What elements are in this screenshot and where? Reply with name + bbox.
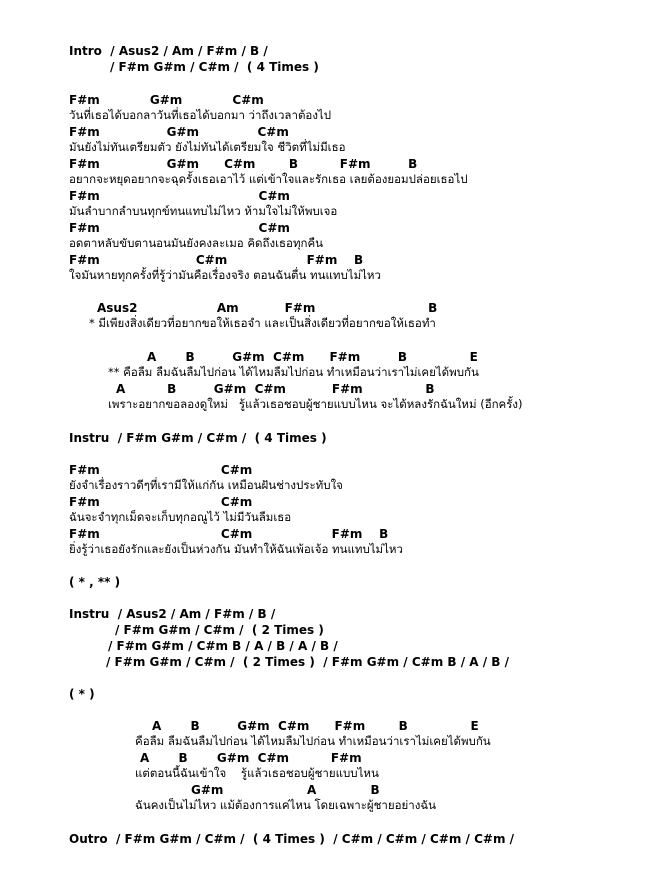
chord-line: F#m G#m C#m (69, 93, 264, 107)
intro-line: Intro / Asus2 / Am / F#m / B / (69, 44, 268, 58)
repeat-marker: ( * , ** ) (69, 575, 121, 589)
lyric-line: มันยังไม่ทันเตรียมตัว ยังไม่ทันได้เตรียมใจ ชีวิตที่ไม่มีเธอ (69, 140, 346, 154)
chord-line: F#m C#m (69, 189, 290, 203)
instru-line: / F#m G#m / C#m B / A / B / A / B / (108, 639, 338, 653)
chord-line: F#m G#m C#m (69, 125, 289, 139)
chord-line: F#m C#m F#m B (69, 527, 389, 541)
chorus-chord-line: Asus2 Am F#m B (97, 301, 438, 315)
chorus-chord-line: A B G#m C#m F#m (140, 751, 362, 765)
lyric-line: ยังจำเรื่องราวดีๆที่เรามีให้แก่กัน เหมือนฝันช่างประทับใจ (69, 478, 343, 492)
chord-line: F#m C#m F#m B (69, 253, 364, 267)
chord-line: F#m C#m (69, 463, 253, 477)
intro-line-2: / F#m G#m / C#m / ( 4 Times ) (110, 60, 319, 74)
instru-line: Instru / F#m G#m / C#m / ( 4 Times ) (69, 431, 327, 445)
lyric-line: ยิ่งรู้ว่าเธอยังรักและยังเป็นห่วงกัน มันทำให้ฉันเพ้อเจ้อ ทนแทบไม่ไหว (69, 542, 403, 556)
instru-line: Instru / Asus2 / Am / F#m / B / (69, 607, 276, 621)
instru-line: / F#m G#m / C#m / ( 2 Times ) (115, 623, 324, 637)
instru-line: / F#m G#m / C#m / ( 2 Times ) / F#m G#m / C#m B / A / B / (106, 655, 510, 669)
chorus-chord-line: G#m A B (191, 783, 380, 797)
lyric-line: อยากจะหยุดอยากจะฉุดรั้งเธอเอาไว้ แต่เข้าใจและรักเธอ เลยต้องยอมปล่อยเธอไป (69, 172, 468, 186)
lyric-line: วันที่เธอได้บอกลาวันที่เธอได้บอกมา ว่าถึงเวลาต้องไป (69, 108, 332, 122)
chorus-lyric-line: ฉันคงเป็นไม่ไหว แม้ต้องการแค่ไหน โดยเฉพาะผู้ชายอย่างฉัน (135, 798, 437, 812)
chorus-lyric-line: คือลืม ลืมฉันลืมไปก่อน ได้ไหมลืมไปก่อน ทำเหมือนว่าเราไม่เคยได้พบกัน (135, 734, 491, 748)
chorus-lyric-line: เพราะอยากขอลองดูใหม่ รู้แล้วเธอชอบผู้ชายแบบไหน จะได้หลงรักฉันใหม่ (อีกครั้ง) (108, 397, 523, 411)
lyric-line: ใจมันหายทุกครั้งที่รู้ว่ามันคือเรื่องจริง ตอนฉันตื่น ทนแทบไม่ไหว (69, 268, 381, 282)
lyric-line: มันลำบากลำบนทุกข์ทนแทบไม่ไหว ห้ามใจไม่ให้พบเจอ (69, 204, 338, 218)
chorus-lyric-line: * มีเพียงสิ่งเดียวที่อยากขอให้เธอจำ และเป็นสิ่งเดียวที่อยากขอให้เธอทำ (89, 316, 436, 330)
chorus-chord-line: A B G#m C#m F#m B (116, 382, 435, 396)
chorus-chord-line: A B G#m C#m F#m B E (147, 350, 478, 364)
chorus-lyric-line: แต่ตอนนี้ฉันเข้าใจ รู้แล้วเธอชอบผู้ชายแบบไหน (135, 766, 379, 780)
chorus-lyric-line: ** คือลืม ลืมฉันลืมไปก่อน ได้ไหมลืมไปก่อน ทำเหมือนว่าเราไม่เคยได้พบกัน (108, 365, 479, 379)
chord-line: F#m C#m (69, 221, 290, 235)
lyric-line: อดตาหลับขับตานอนมันยังคงละเมอ คิดถึงเธอทุกคืน (69, 236, 324, 250)
chord-line: F#m C#m (69, 495, 253, 509)
chorus-chord-line: A B G#m C#m F#m B E (152, 719, 479, 733)
repeat-marker: ( * ) (69, 687, 95, 701)
outro-line: Outro / F#m G#m / C#m / ( 4 Times ) / C#m / C#m / C#m / C#m / (69, 832, 515, 846)
lyric-line: ฉันจะจำทุกเม็ดจะเก็บทุกอณูไว้ ไม่มีวันลืมเธอ (69, 510, 292, 524)
chord-line: F#m G#m C#m B F#m B (69, 157, 418, 171)
